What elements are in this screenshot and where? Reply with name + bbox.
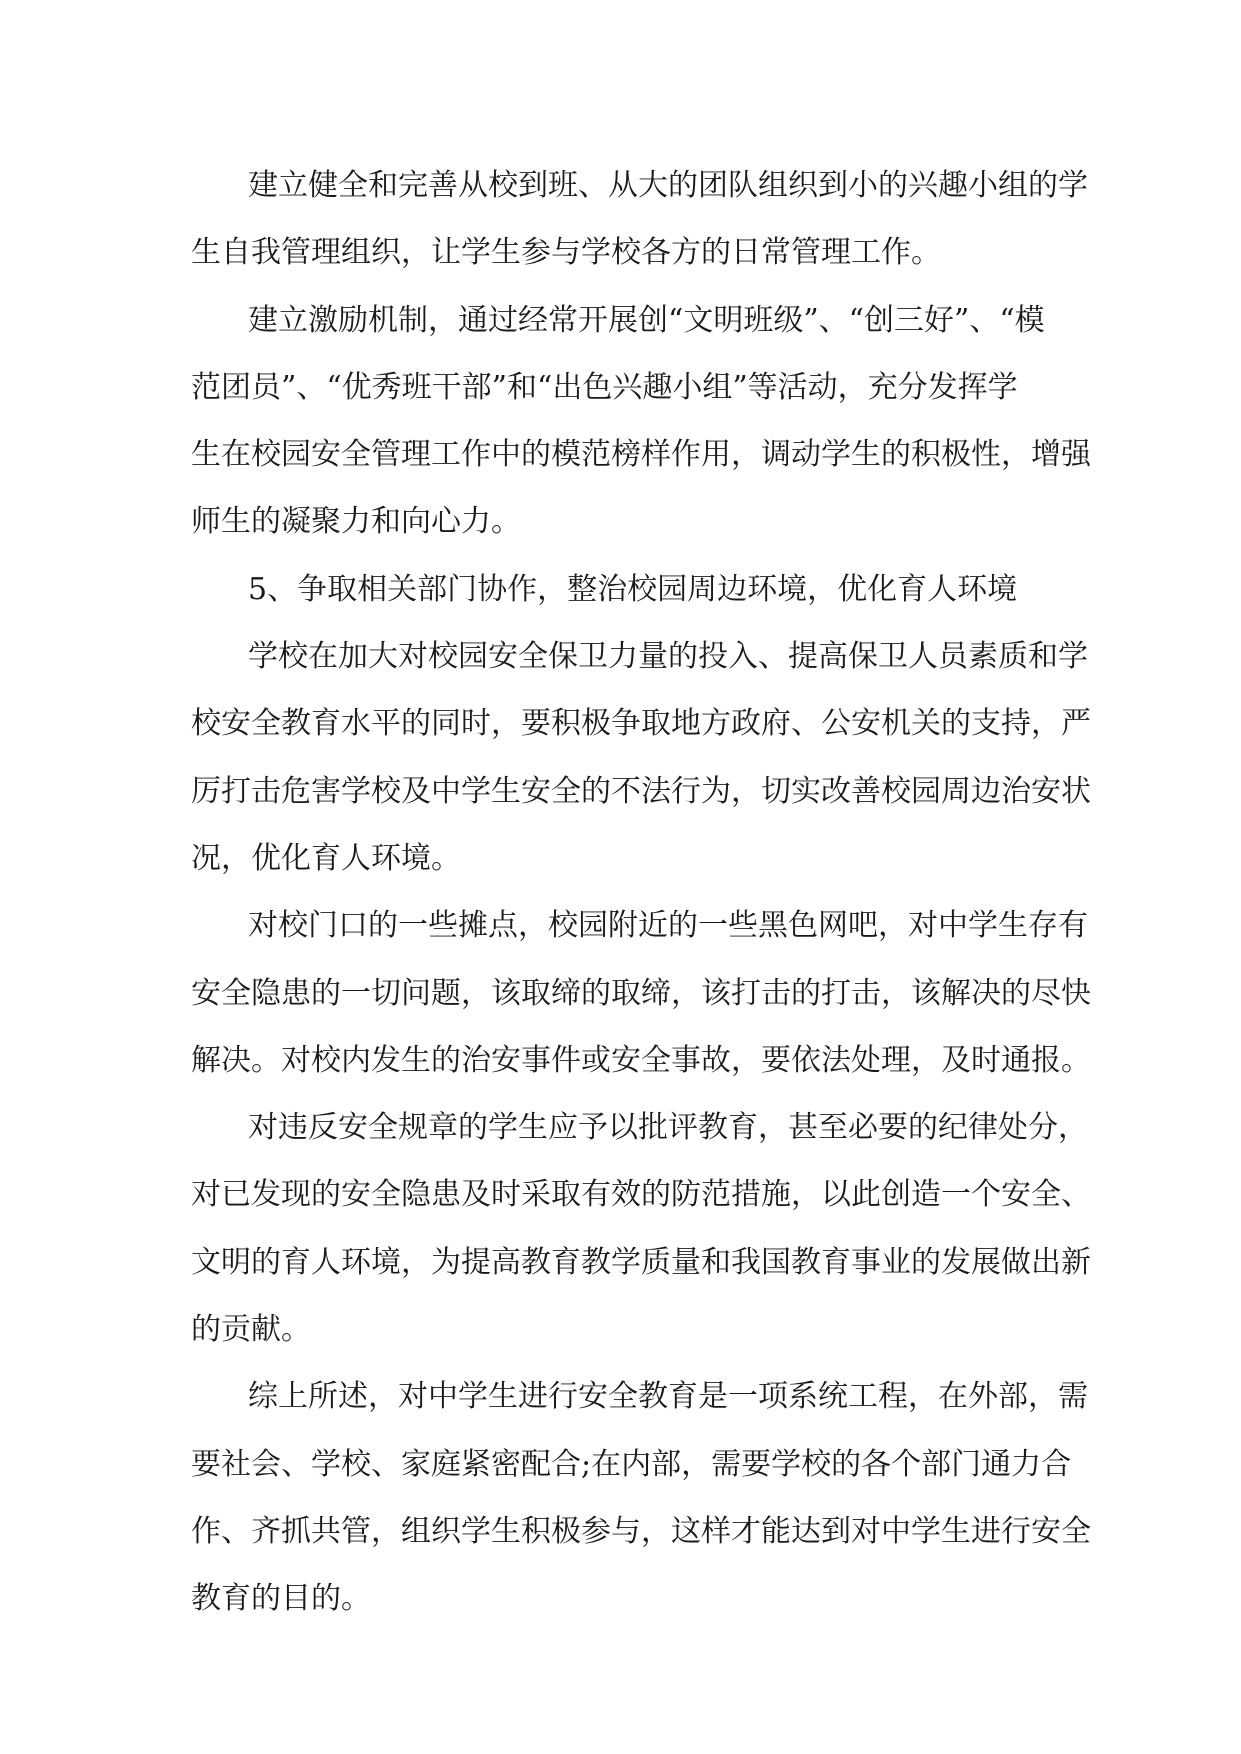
paragraph-2 bbox=[191, 287, 1091, 556]
paragraph-line: 5、争取相关部门协作，整治校园周边环境，优化育人环境 bbox=[248, 571, 1018, 607]
paragraph-line: 生自我管理组织，让学生参与学校各方的日常管理工作。 bbox=[191, 235, 941, 271]
paragraph-line: 况，优化育人环境。 bbox=[191, 840, 461, 876]
paragraph-1 bbox=[191, 152, 1088, 287]
paragraph-line: 综上所述，对中学生进行安全教育是一项系统工程，在外部，需 bbox=[248, 1379, 1088, 1415]
paragraph-line: 安全隐患的一切问题，该取缔的取缔，该打击的打击，该解决的尽快 bbox=[191, 975, 1091, 1011]
paragraph-line: 生在校园安全管理工作中的模范榜样作用，调动学生的积极性，增强 bbox=[191, 437, 1091, 473]
paragraph-line: 厉打击危害学校及中学生安全的不法行为，切实改善校园周边治安状 bbox=[191, 773, 1091, 809]
paragraph-line: 建立健全和完善从校到班、从大的团队组织到小的兴趣小组的学 bbox=[248, 168, 1088, 203]
paragraph-3 bbox=[191, 623, 1091, 892]
paragraph-line: 校安全教育水平的同时，要积极争取地方政府、公安机关的支持，严 bbox=[191, 706, 1091, 742]
paragraph-5 bbox=[191, 1094, 1091, 1363]
document-body bbox=[191, 152, 1091, 1633]
paragraph-line: 学校在加大对校园安全保卫力量的投入、提高保卫人员素质和学 bbox=[248, 639, 1088, 675]
paragraph-line: 教育的目的。 bbox=[191, 1581, 371, 1617]
paragraph-line: 解决。对校内发生的治安事件或安全事故，要依法处理，及时通报。 bbox=[191, 1042, 1091, 1078]
paragraph-6 bbox=[191, 1363, 1091, 1632]
paragraph-line: 对校门口的一些摊点，校园附近的一些黑色网吧，对中学生存有 bbox=[248, 908, 1088, 944]
paragraph-line: 对已发现的安全隐患及时采取有效的防范措施，以此创造一个安全、 bbox=[191, 1177, 1091, 1213]
paragraph-line: 作、齐抓共管，组织学生积极参与，这样才能达到对中学生进行安全 bbox=[191, 1513, 1091, 1549]
paragraph-line: 要社会、学校、家庭紧密配合;在内部，需要学校的各个部门通力合 bbox=[191, 1446, 1072, 1482]
paragraph-line: 范团员”、“优秀班干部”和“出色兴趣小组”等活动，充分发挥学 bbox=[191, 369, 1018, 405]
paragraph-line: 建立激励机制，通过经常开展创“文明班级”、“创三好”、“模 bbox=[248, 302, 1045, 338]
paragraph-4 bbox=[191, 892, 1091, 1094]
paragraph-line: 文明的育人环境，为提高教育教学质量和我国教育事业的发展做出新 bbox=[191, 1244, 1091, 1280]
paragraph-line: 的贡献。 bbox=[191, 1312, 311, 1348]
paragraph-line: 师生的凝聚力和向心力。 bbox=[191, 504, 521, 540]
paragraph-line: 对违反安全规章的学生应予以批评教育，甚至必要的纪律处分， bbox=[248, 1110, 1088, 1146]
section-heading bbox=[191, 556, 1061, 623]
